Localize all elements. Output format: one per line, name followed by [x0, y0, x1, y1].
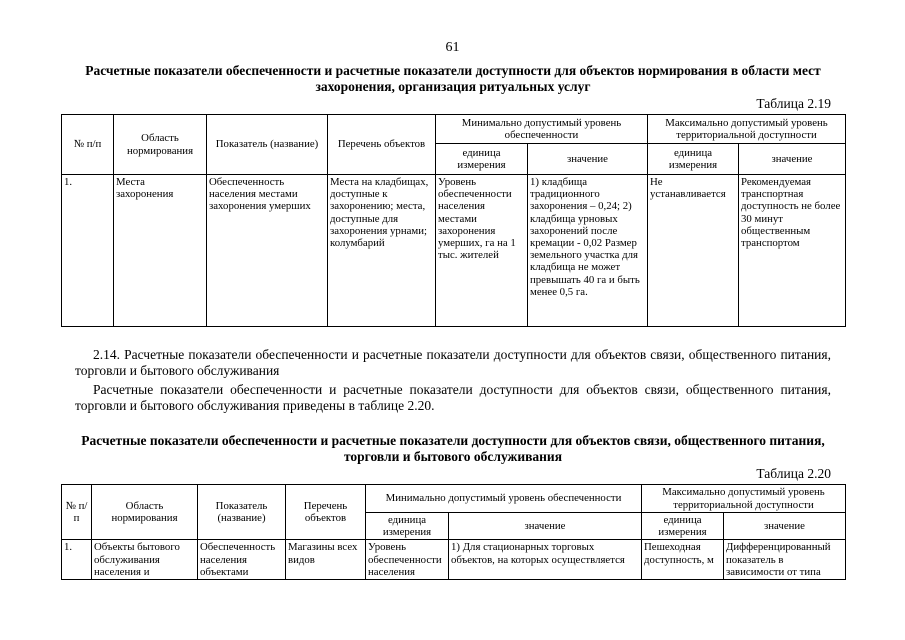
cell-value: 1) кладбища традиционного захоронения – 0,24; 2) кладбища урновых захоронений после кремации - 0,02 Размер земельного участка для кладбища не может превышать 40 га и быть менее 0,5 га. [528, 175, 648, 327]
cell-indicator: Обеспеченность населения объектами [198, 540, 286, 580]
table-row [62, 175, 846, 327]
header-objects: Перечень объектов [286, 485, 366, 540]
cell-num: 1. [62, 540, 92, 580]
cell-value2: Дифференцированный показатель в зависимости от типа [724, 540, 846, 580]
section-heading: 2.14. Расчетные показатели обеспеченности и расчетные показатели доступности для объектов связи, общественного питания, торговли и бытового обслуживания [75, 347, 831, 378]
cell-num: 1. [62, 175, 114, 327]
cell-unit2: Не устанавливается [648, 175, 739, 327]
header-max-group: Максимально допустимый уровень территориальной доступности [648, 115, 846, 144]
cell-objects: Места на кладбищах, доступные к захоронению; места, доступные для захоронения урнами; колумбарий [328, 175, 436, 327]
header-value: значение [528, 144, 648, 175]
table-2-19-title: Расчетные показатели обеспеченности и расчетные показатели доступности для объектов нормирования в области мест захоронения, организация ритуальных услуг [85, 63, 821, 94]
table-2-19 [61, 114, 846, 327]
cell-value2: Рекомендуемая транспортная доступность не более 30 минут общественным транспортом [739, 175, 846, 327]
header-value2: значение [739, 144, 846, 175]
header-value: значение [449, 513, 642, 540]
cell-area: Объекты бытового обслуживания населения и [92, 540, 198, 580]
header-unit2: единица измерения [648, 144, 739, 175]
table-2-20-title: Расчетные показатели обеспеченности и расчетные показатели доступности для объектов связи, общественного питания, торговли и бытового обслуживания [81, 433, 825, 464]
table-2-20-caption: Таблица 2.20 [756, 466, 831, 481]
header-unit: единица измерения [366, 513, 449, 540]
header-unit: единица измерения [436, 144, 528, 175]
header-min-group: Минимально допустимый уровень обеспеченности [436, 115, 648, 144]
header-indicator: Показатель (название) [198, 485, 286, 540]
cell-objects: Магазины всех видов [286, 540, 366, 580]
header-num: № п/п [62, 115, 114, 175]
table-row [62, 540, 846, 580]
header-num: № п/п [62, 485, 92, 540]
table-2-19-caption: Таблица 2.19 [756, 96, 831, 111]
header-area: Область нормирования [114, 115, 207, 175]
section-text: Расчетные показатели обеспеченности и расчетные показатели доступности для объектов связи, общественного питания, торговли и бытового обслуживания приведены в таблице 2.20. [75, 382, 831, 413]
cell-unit: Уровень обеспеченности населения местами захоронения умерших, га на 1 тыс. жителей [436, 175, 528, 327]
header-max-group: Максимально допустимый уровень территориальной доступности [642, 485, 846, 513]
cell-unit: Уровень обеспеченности населения [366, 540, 449, 580]
cell-unit2: Пешеходная доступность, м [642, 540, 724, 580]
header-min-group: Минимально допустимый уровень обеспеченности [366, 485, 642, 513]
cell-indicator: Обеспеченность населения местами захоронения умерших [207, 175, 328, 327]
page-number: 61 [445, 40, 460, 55]
cell-area: Места захоронения [114, 175, 207, 327]
header-indicator: Показатель (название) [207, 115, 328, 175]
header-value2: значение [724, 513, 846, 540]
header-area: Область нормирования [92, 485, 198, 540]
header-objects: Перечень объектов [328, 115, 436, 175]
table-2-20 [61, 484, 846, 580]
cell-value: 1) Для стационарных торговых объектов, на которых осуществляется [449, 540, 642, 580]
header-unit2: единица измерения [642, 513, 724, 540]
